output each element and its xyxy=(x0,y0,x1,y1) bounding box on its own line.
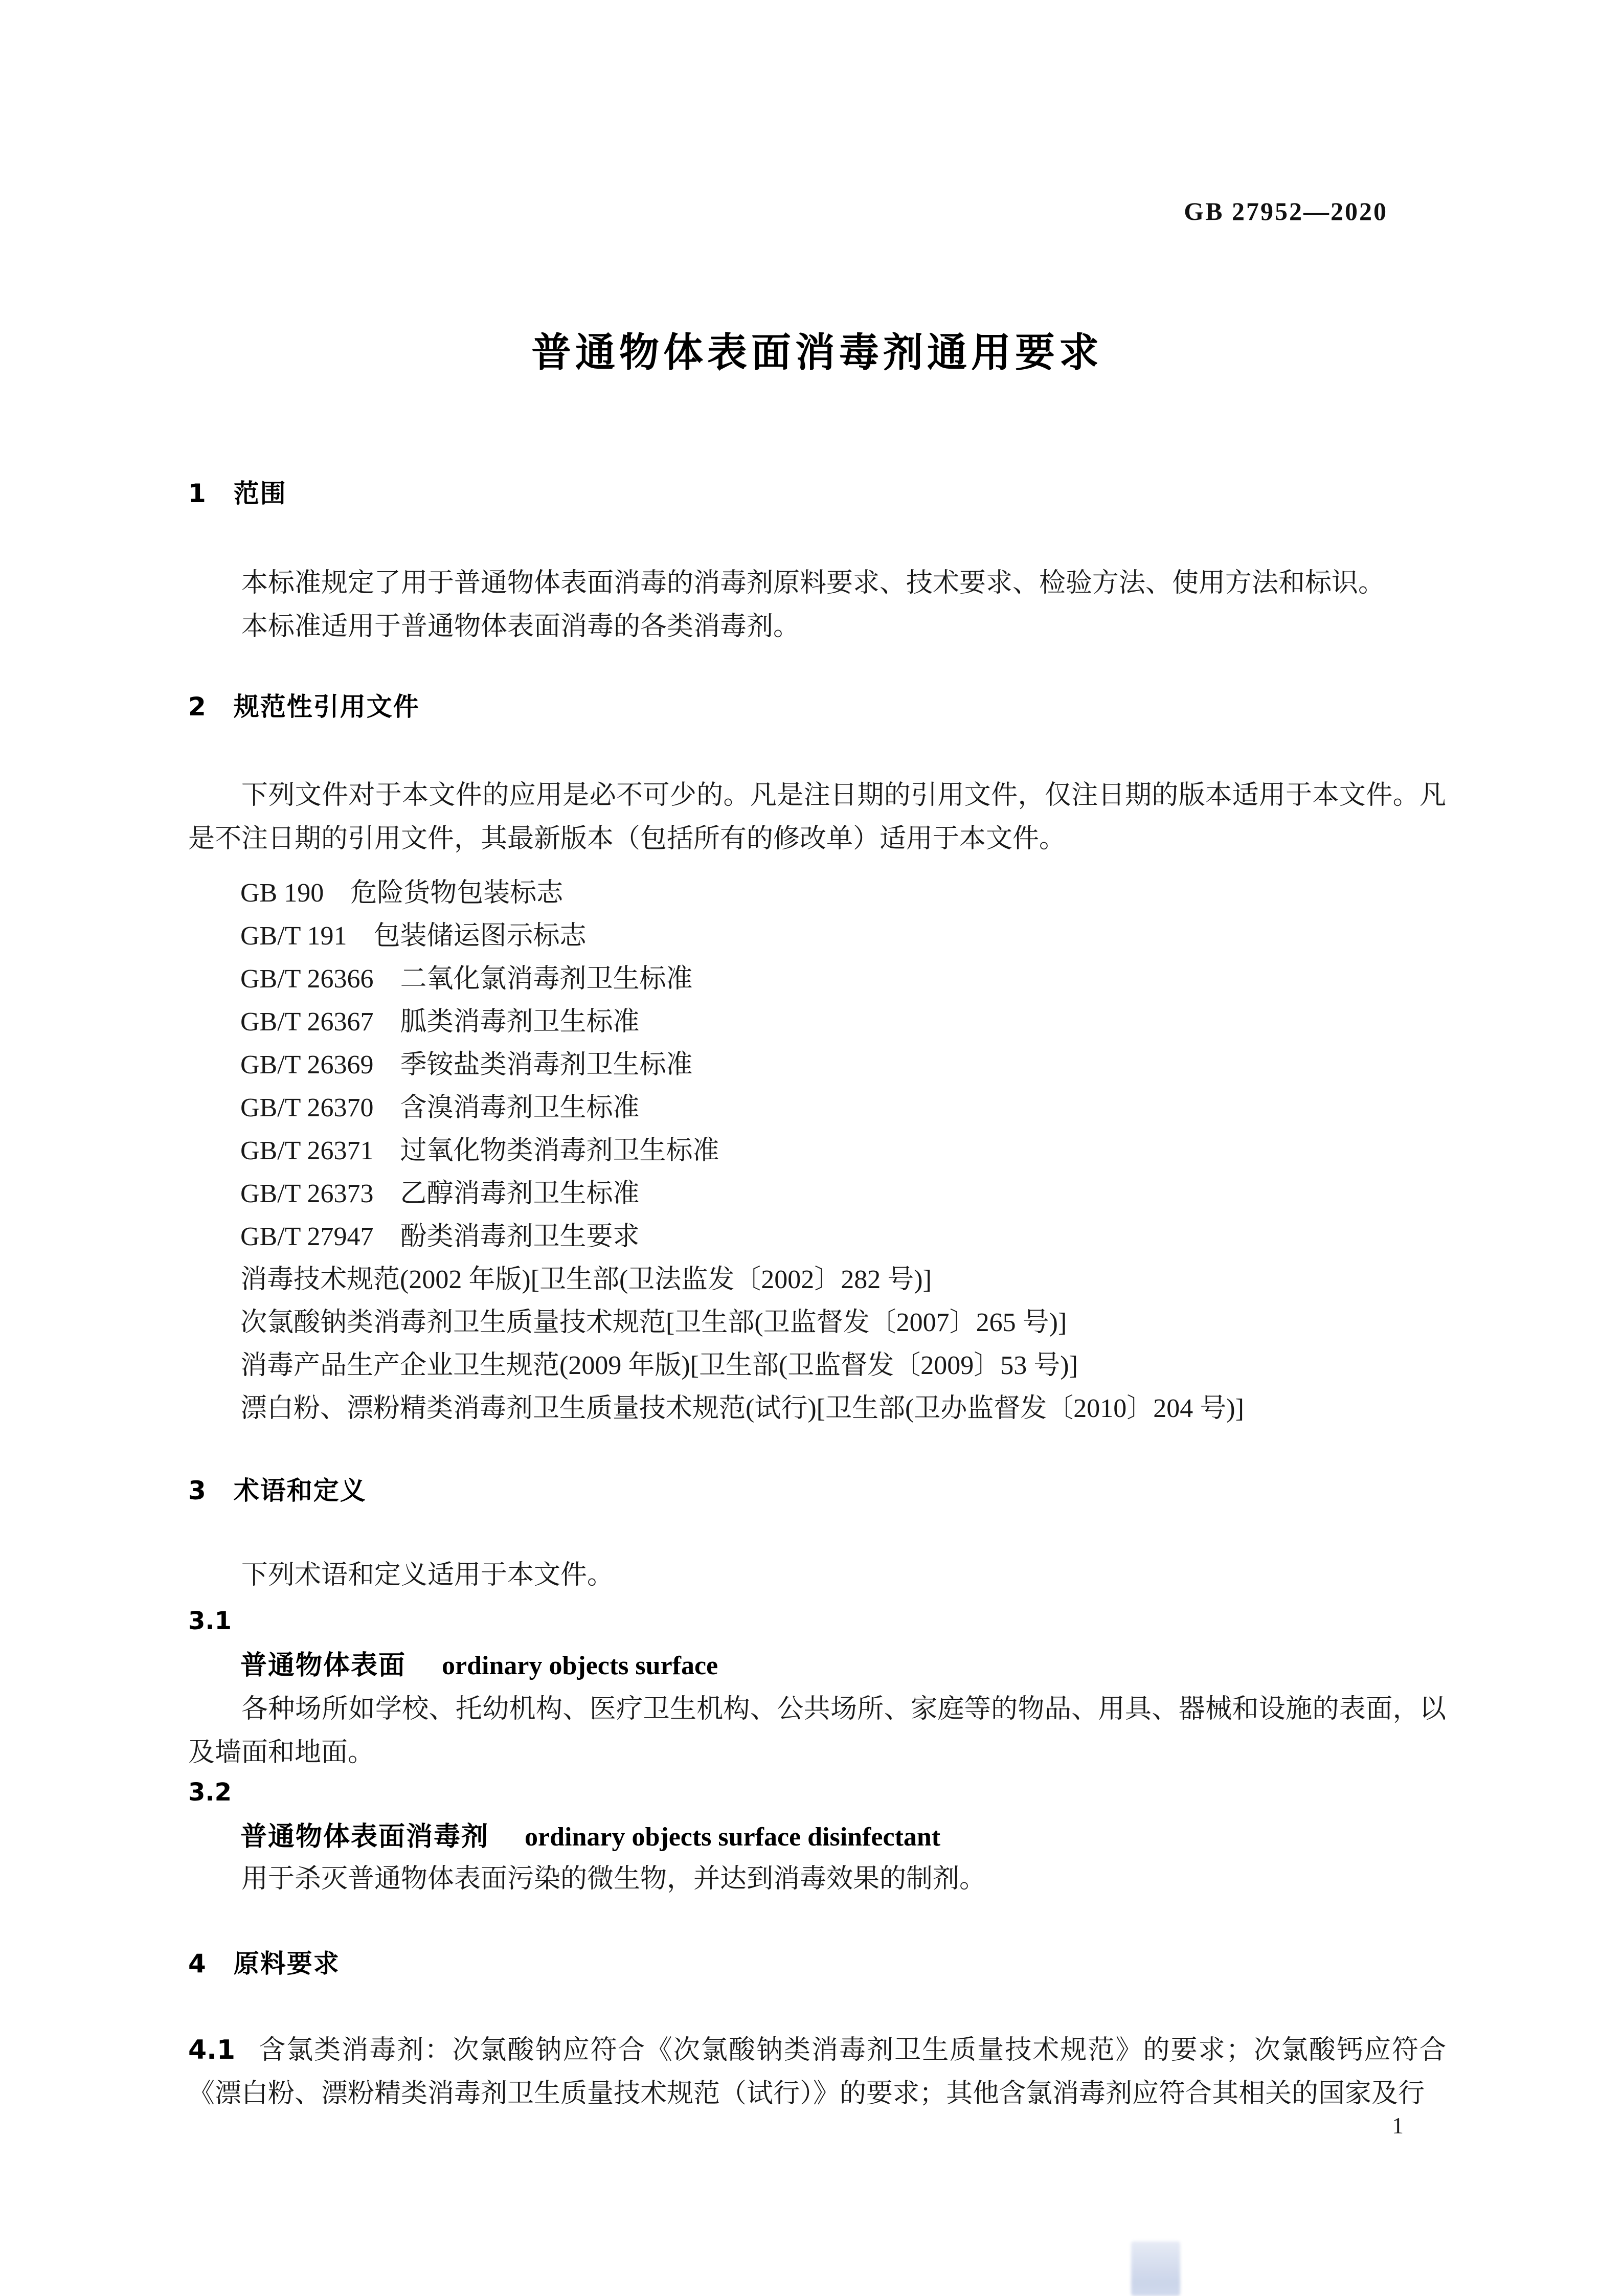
reference-item: 次氯酸钠类消毒剂卫生质量技术规范[卫生部(卫监督发〔2007〕265 号)] xyxy=(240,1308,1067,1337)
clause-text-4-1: 含氯类消毒剂：次氯酸钠应符合《次氯酸钠类消毒剂卫生质量技术规范》的要求；次氯酸钙应符合《漂白粉、漂粉精类消毒剂卫生质量技术规范（试行）》的要求；其他含氯消毒剂应符合其相关的国家及行 xyxy=(188,2036,1446,2108)
term-number-3-2: 3.2 xyxy=(188,1778,232,1807)
page-number: 1 xyxy=(1392,2112,1404,2139)
document-title: 普通物体表面消毒剂通用要求 xyxy=(531,330,1103,376)
reference-item: GB/T 26369 季铵盐类消毒剂卫生标准 xyxy=(240,1050,693,1079)
section4-heading: 4 原料要求 xyxy=(188,1949,340,1978)
reference-item: GB/T 26366 二氧化氯消毒剂卫生标准 xyxy=(240,964,693,994)
term-line-3-2 xyxy=(240,1821,940,1853)
section1-heading: 1 范围 xyxy=(188,479,287,508)
term-en-3-2: ordinary objects surface disinfectant xyxy=(525,1822,941,1852)
term-en-3-1: ordinary objects surface xyxy=(442,1651,718,1680)
reference-item: GB/T 26371 过氧化物类消毒剂卫生标准 xyxy=(240,1136,719,1165)
reference-item: GB/T 26367 胍类消毒剂卫生标准 xyxy=(240,1007,640,1037)
reference-item: GB 190 危险货物包装标志 xyxy=(240,879,563,908)
section1-paragraph-2: 本标准适用于普通物体表面消毒的各类消毒剂。 xyxy=(241,612,800,641)
term-zh-3-2: 普通物体表面消毒剂 xyxy=(240,1821,489,1852)
section3-heading: 3 术语和定义 xyxy=(188,1476,367,1505)
reference-list xyxy=(188,872,1446,1430)
clause-number-4-1: 4.1 xyxy=(188,2035,236,2065)
section3-intro: 下列术语和定义适用于本文件。 xyxy=(241,1561,614,1590)
term-definition-3-1: 各种场所如学校、托幼机构、医疗卫生机构、公共场所、家庭等的物品、用具、器械和设施的表面，以及墙面和地面。 xyxy=(188,1695,1446,1767)
reference-item: 漂白粉、漂粉精类消毒剂卫生质量技术规范(试行)[卫生部(卫办监督发〔2010〕204 号)] xyxy=(240,1394,1244,1423)
standard-code: GB 27952—2020 xyxy=(1184,197,1388,226)
section2-intro: 下列文件对于本文件的应用是必不可少的。凡是注日期的引用文件，仅注日期的版本适用于本文件。凡是不注日期的引用文件，其最新版本（包括所有的修改单）适用于本文件。 xyxy=(188,781,1446,853)
term-line-3-1 xyxy=(240,1650,718,1681)
reference-item: GB/T 27947 酚类消毒剂卫生要求 xyxy=(240,1222,640,1251)
term-definition-3-2: 用于杀灭普通物体表面污染的微生物，并达到消毒效果的制剂。 xyxy=(241,1864,986,1894)
reference-item: GB/T 26373 乙醇消毒剂卫生标准 xyxy=(240,1179,640,1208)
clause-4-1 xyxy=(188,2029,1446,2115)
term-zh-3-1: 普通物体表面 xyxy=(240,1650,407,1681)
reference-item: GB/T 191 包装储运图示标志 xyxy=(240,921,587,951)
section1-body xyxy=(188,561,1446,648)
term-number-3-1: 3.1 xyxy=(188,1607,232,1635)
reference-item: 消毒产品生产企业卫生规范(2009 年版)[卫生部(卫监督发〔2009〕53 号)] xyxy=(240,1351,1078,1380)
section2-heading: 2 规范性引用文件 xyxy=(188,692,420,722)
reference-item: GB/T 26370 含溴消毒剂卫生标准 xyxy=(240,1093,640,1122)
watermark-stamp xyxy=(1131,2241,1180,2296)
section1-paragraph-1: 本标准规定了用于普通物体表面消毒的消毒剂原料要求、技术要求、检验方法、使用方法和标识。 xyxy=(241,569,1385,598)
reference-item: 消毒技术规范(2002 年版)[卫生部(卫法监发〔2002〕282 号)] xyxy=(240,1265,932,1294)
